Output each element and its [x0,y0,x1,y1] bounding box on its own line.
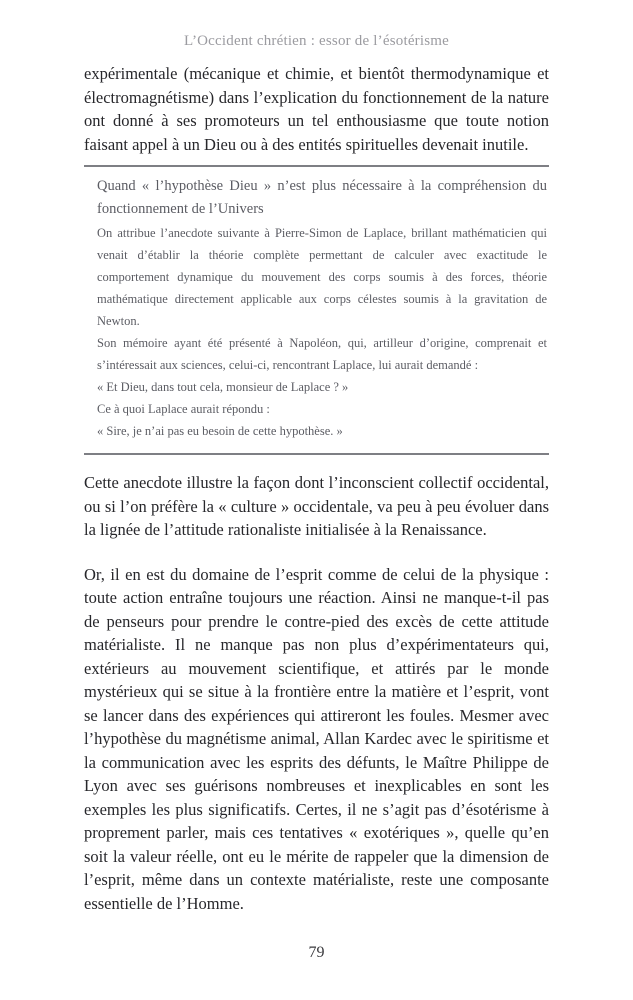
anecdote-box-paragraph: Ce à quoi Laplace aurait répondu : [97,402,270,416]
body-paragraph-3: Or, il en est du domaine de l’esprit comme de celui de la physique : toute action entraîne toujours une réaction. Ainsi ne manque-t-il pas de penseurs pour prendre le contre-pied des excès de cette attitude matérialiste. Il ne manque pas non plus d’expérimentateurs qui, extérieurs au mouvement scientifique, et attirés par le monde mystérieux qui se situe à la frontière entre la matière et l’esprit, vont se lancer dans des expériences qui attireront les foules. Mesmer avec l’hypothèse du magnétisme animal, Allan Kardec avec le spiritisme et la communication avec les esprits des défunts, le Maître Philippe de Lyon avec ses guérisons nombreuses et inexplicables en sont les exemples les plus significatifs. Certes, il ne s’agit pas d’ésotérisme à proprement parler, mais ces tentatives « exotériques », quelle qu’en soit la valeur réelle, ont eu le mérite de rappeler que la dimension de l’esprit, même dans un contexte matérialiste, reste une composante essentielle de l’Homme. [84,564,549,913]
body-paragraph-2: Cette anecdote illustre la façon dont l’inconscient collectif occidental, ou si l’on préfère la « culture » occidentale, va peu à peu évoluer dans la lignée de l’attitude rationaliste initialisée à la Renaissance. [84,473,549,539]
page-number: 79 [308,944,325,961]
running-header: L’Occident chrétien : essor de l’ésotérisme [183,33,450,49]
anecdote-box-paragraph: On attribue l’anecdote suivante à Pierre-Simon de Laplace, brillant mathématicien qui venait d’établir la théorie complète permettant de calculer avec exactitude le comportement dynamique du mouvement des corps soumis à des forces, théorie mathématique directement applicable aux corps célestes soumis à la gravitation de Newton. [97,226,547,328]
page-content [84,62,549,915]
anecdote-box-paragraph: Son mémoire ayant été présenté à Napoléon, qui, artilleur d’origine, comprenait et s’intéressait aux sciences, celui-ci, rencontrant Laplace, lui aurait demandé : [97,336,547,372]
anecdote-box-title: Quand « l’hypothèse Dieu » n’est plus nécessaire à la compréhension du fonctionnement de l’Univers [97,178,547,217]
anecdote-box-paragraph: « Et Dieu, dans tout cela, monsieur de Laplace ? » [97,380,349,394]
body-paragraph-1: expérimentale (mécanique et chimie, et bientôt thermodynamique et électromagnétisme) dans l’explication du fonctionnement de la nature ont donné à ses promoteurs un tel enthousiasme que toute notion faisant appel à un Dieu ou à des entités spirituelles devenait inutile. [84,64,549,154]
anecdote-box-paragraph: « Sire, je n’ai pas eu besoin de cette hypothèse. » [97,424,343,438]
anecdote-box [84,165,549,455]
